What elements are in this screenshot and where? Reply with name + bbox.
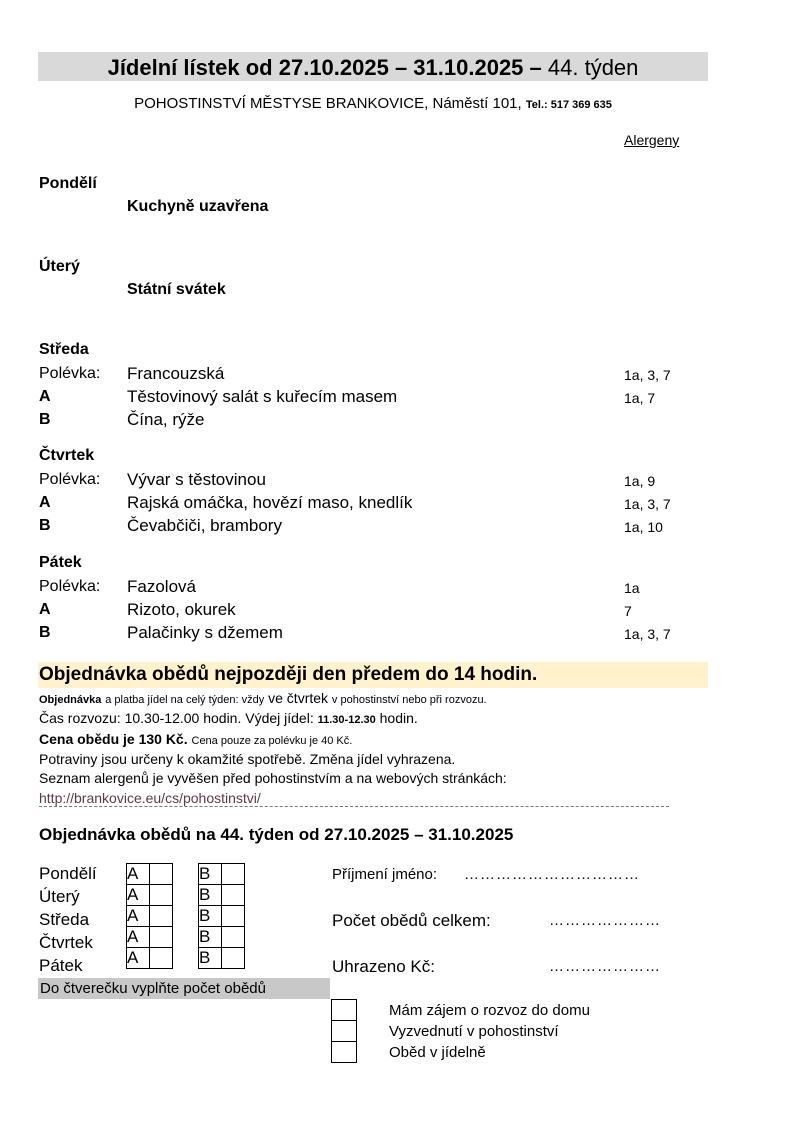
menu-label: Polévka: — [39, 578, 101, 595]
option-delivery: Mám zájem o rozvoz do domu — [389, 1002, 590, 1019]
option-b-label: B — [199, 927, 222, 948]
option-a-count-input[interactable] — [150, 948, 173, 969]
menu-label: A — [39, 494, 51, 511]
form-day: Pátek — [39, 956, 83, 975]
menu-allergens: 1a, 9 — [624, 473, 656, 489]
order-text-2: v pohostinství nebo při rozvozu. — [331, 694, 487, 706]
option-a-label: A — [127, 906, 150, 927]
menu-dish: Vývar s těstovinou — [127, 470, 266, 489]
menu-dish: Fazolová — [127, 577, 196, 596]
name-input[interactable]: …………………………… — [464, 866, 640, 883]
option-a-count-input[interactable] — [150, 927, 173, 948]
order-text: a platba jídel na celý týden: vždy — [105, 694, 265, 706]
day-friday: Pátek — [39, 554, 82, 571]
delivery-options — [331, 999, 357, 1063]
option-a-label: A — [127, 927, 150, 948]
cut-line — [39, 806, 669, 807]
form-day: Čtvrtek — [39, 933, 93, 952]
paid-label: Uhrazeno Kč: — [332, 957, 435, 976]
menu-dish: Francouzská — [127, 364, 225, 383]
count-input[interactable]: ………………… — [549, 912, 661, 929]
order-info-line-4: Potraviny jsou určeny k okamžité spotřebě. Změna jídel vyhrazena. — [39, 751, 456, 767]
order-headline: Objednávka obědů nejpozději den předem do 14 hodin. — [39, 664, 538, 685]
menu-allergens: 1a, 3, 7 — [624, 367, 671, 383]
restaurant-address: POHOSTINSTVÍ MĚSTYSE BRANKOVICE, Náměstí 101, — [134, 95, 522, 112]
menu-allergens: 1a, 10 — [624, 519, 663, 535]
soup-price: Cena pouze za polévku je 40 Kč. — [191, 735, 353, 747]
option-b-label: B — [199, 864, 222, 885]
tuesday-note: Státní svátek — [127, 281, 226, 298]
menu-allergens: 1a — [624, 580, 640, 596]
order-info-line-1 — [39, 690, 487, 706]
option-a-label: A — [127, 948, 150, 969]
menu-dish: Rajská omáčka, hovězí maso, knedlík — [127, 493, 413, 512]
option-pickup: Vyzvednutí v pohostinství — [389, 1023, 559, 1040]
telephone: Tel.: 517 369 635 — [525, 99, 612, 111]
name-label: Příjmení jméno: — [332, 866, 438, 883]
option-b-count-input[interactable] — [222, 864, 245, 885]
menu-label: A — [39, 601, 51, 618]
day-wednesday: Středa — [39, 341, 89, 358]
menu-allergens: 7 — [624, 603, 632, 619]
option-b-count-input[interactable] — [222, 948, 245, 969]
option-a-count-input[interactable] — [150, 906, 173, 927]
option-b-count-input[interactable] — [222, 906, 245, 927]
count-label: Počet obědů celkem: — [332, 911, 491, 930]
menu-allergens: 1a, 7 — [624, 390, 656, 406]
website-link[interactable]: http://brankovice.eu/cs/pohostinstvi/ — [39, 790, 261, 806]
title-week: 44. týden — [547, 55, 639, 80]
menu-dish: Palačinky s džemem — [127, 623, 283, 642]
order-info-line-5: Seznam alergenů je vyvěšen před pohostinstvím a na webových stránkách: — [39, 770, 507, 786]
menu-label: B — [39, 517, 51, 534]
day-monday: Pondělí — [39, 175, 97, 192]
menu-dish: Čevabčiči, brambory — [127, 516, 282, 535]
day-tuesday: Úterý — [39, 258, 80, 275]
option-b-label: B — [199, 885, 222, 906]
pickup-time: 11.30-12.30 — [317, 714, 376, 726]
menu-dish: Těstovinový salát s kuřecím masem — [127, 387, 398, 406]
option-dine-in: Oběd v jídelně — [389, 1044, 486, 1061]
option-b-count-input[interactable] — [222, 885, 245, 906]
option-a-label: A — [127, 885, 150, 906]
menu-label: A — [39, 388, 51, 405]
menu-label: Polévka: — [39, 471, 101, 488]
delivery-checkbox[interactable] — [332, 1000, 357, 1021]
meal-price: Cena obědu je 130 Kč. — [39, 731, 188, 747]
hours-suffix: hodin. — [379, 710, 418, 726]
delivery-time: Čas rozvozu: 10.30-12.00 hodin. Výdej jídel: — [39, 710, 314, 726]
form-day: Pondělí — [39, 864, 97, 883]
title-main: Jídelní lístek od 27.10.2025 – 31.10.2025 – — [107, 55, 542, 80]
menu-label: Polévka: — [39, 365, 101, 382]
menu-dish: Rizoto, okurek — [127, 600, 236, 619]
order-day: ve čtvrtek — [268, 690, 329, 706]
option-b-count-input[interactable] — [222, 927, 245, 948]
option-b-label: B — [199, 948, 222, 969]
option-b-grid — [198, 863, 245, 969]
pickup-checkbox[interactable] — [332, 1021, 357, 1042]
order-form-title: Objednávka obědů na 44. týden od 27.10.2025 – 31.10.2025 — [39, 825, 514, 844]
menu-label: B — [39, 411, 51, 428]
dine-in-checkbox[interactable] — [332, 1042, 357, 1063]
option-a-label: A — [127, 864, 150, 885]
menu-label: B — [39, 624, 51, 641]
option-b-label: B — [199, 906, 222, 927]
option-a-grid — [126, 863, 173, 969]
option-a-count-input[interactable] — [150, 885, 173, 906]
menu-dish: Čína, rýže — [127, 410, 205, 429]
order-info-line-2 — [39, 710, 418, 726]
subtitle — [0, 95, 746, 112]
day-thursday: Čtvrtek — [39, 447, 95, 464]
option-a-count-input[interactable] — [150, 864, 173, 885]
page-title — [38, 52, 708, 81]
paid-input[interactable]: ………………… — [549, 958, 661, 975]
form-day: Středa — [39, 910, 90, 929]
order-info-line-3 — [39, 731, 352, 747]
allergens-link[interactable]: Alergeny — [624, 132, 680, 148]
fill-hint: Do čtverečku vyplňte počet obědů — [40, 980, 266, 997]
order-bold: Objednávka — [39, 694, 102, 706]
menu-allergens: 1a, 3, 7 — [624, 496, 671, 512]
monday-note: Kuchyně uzavřena — [127, 198, 269, 215]
form-day: Úterý — [39, 887, 80, 906]
menu-allergens: 1a, 3, 7 — [624, 626, 671, 642]
